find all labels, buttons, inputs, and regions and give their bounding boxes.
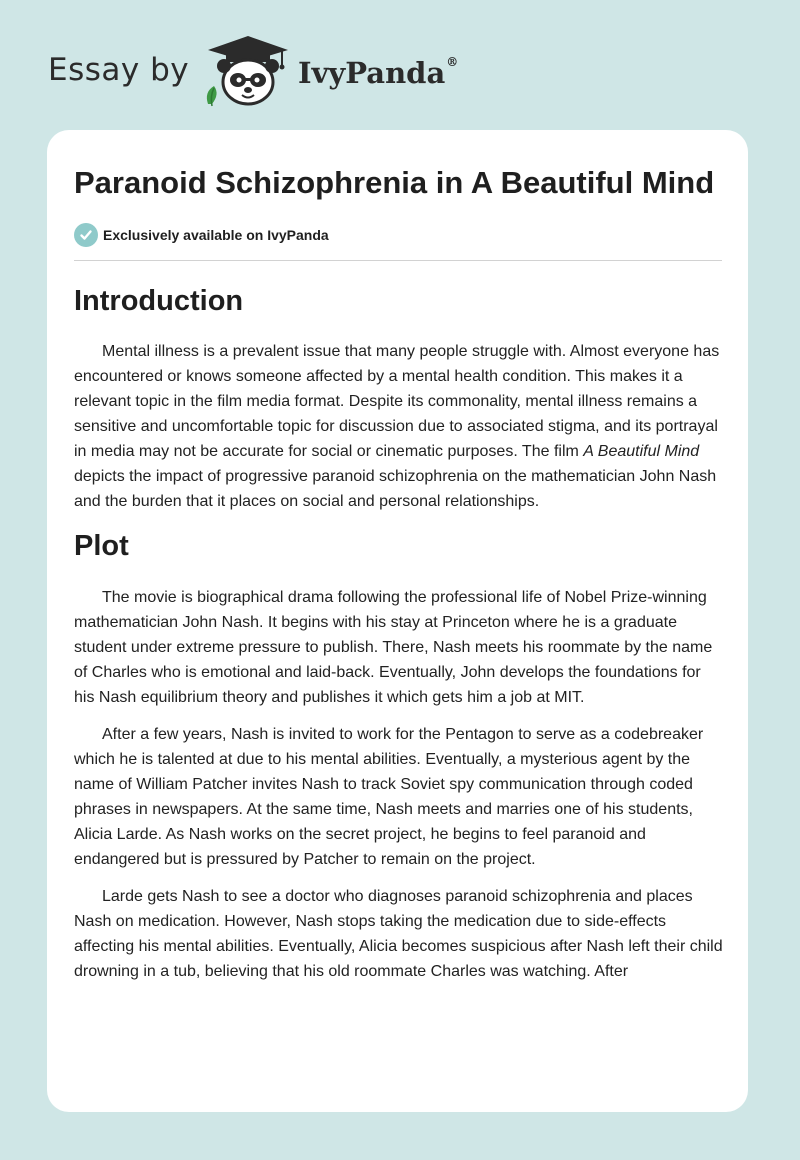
paragraph: The movie is biographical drama following the professional life of Nobel Prize-winning mathematician John Nash. It begins with his stay at Princeton where he is a graduate student under extreme pressure to publish. There, Nash meets his roommate by the name of Charles who is emotional and laid-back. Eventually, John develops the foundations for his Nash equilibrium theory and publishes it which gets him a job at MIT. <box>74 589 713 706</box>
site-header <box>48 34 508 108</box>
essay-card <box>47 130 748 1112</box>
exclusive-badge <box>74 222 724 248</box>
page-title: Paranoid Schizophrenia in A Beautiful Mind <box>74 165 715 200</box>
paragraph: After a few years, Nash is invited to work for the Pentagon to serve as a codebreaker which he is talented at due to his mental abilities. Eventually, a mysterious agent by the name of William Patcher invites Nash to track Soviet spy communication through coded phrases in newspapers. At the same time, Nash meets and marries one of his students, Alicia Larde. As Nash works on the secret project, he begins to feel paranoid and endangered but is pressured by Patcher to remain on the project. <box>74 726 704 868</box>
film-title: A Beautiful Mind <box>583 443 700 460</box>
section-heading-plot: Plot <box>74 530 129 562</box>
paragraph: Larde gets Nash to see a doctor who diagnoses paranoid schizophrenia and places Nash on medication. However, Nash stops taking the medication due to side-effects affecting his mental abilities. Eventually, Alicia becomes suspicious after Nash left their child drowning in a tub, believing that his old roommate Charles was watching. After <box>74 888 723 980</box>
section-heading-introduction: Introduction <box>74 285 244 317</box>
panda-logo-icon[interactable] <box>200 34 296 108</box>
exclusive-label: Exclusively available on IvyPanda <box>103 227 329 243</box>
essay-by-label: Essay by <box>48 52 190 88</box>
brand-name[interactable]: IvyPanda® <box>298 55 459 90</box>
check-icon <box>74 223 98 247</box>
registered-mark: ® <box>446 55 459 70</box>
paragraph: Mental illness is a prevalent issue that many people struggle with. Almost everyone has encountered or knows someone affected by a mental health condition. This makes it a relevant topic in the film media format. Despite its commonality, mental illness remains a sensitive and uncomfortable topic for discussion due to associated stigma, and its portrayal in media may not be accurate for social or cinematic purposes. The film A Beautiful Mind depicts the impact of progressive paranoid schizophrenia on the mathematician John Nash and the burden that it places on social and personal relationships. <box>74 343 720 510</box>
divider <box>74 260 722 261</box>
